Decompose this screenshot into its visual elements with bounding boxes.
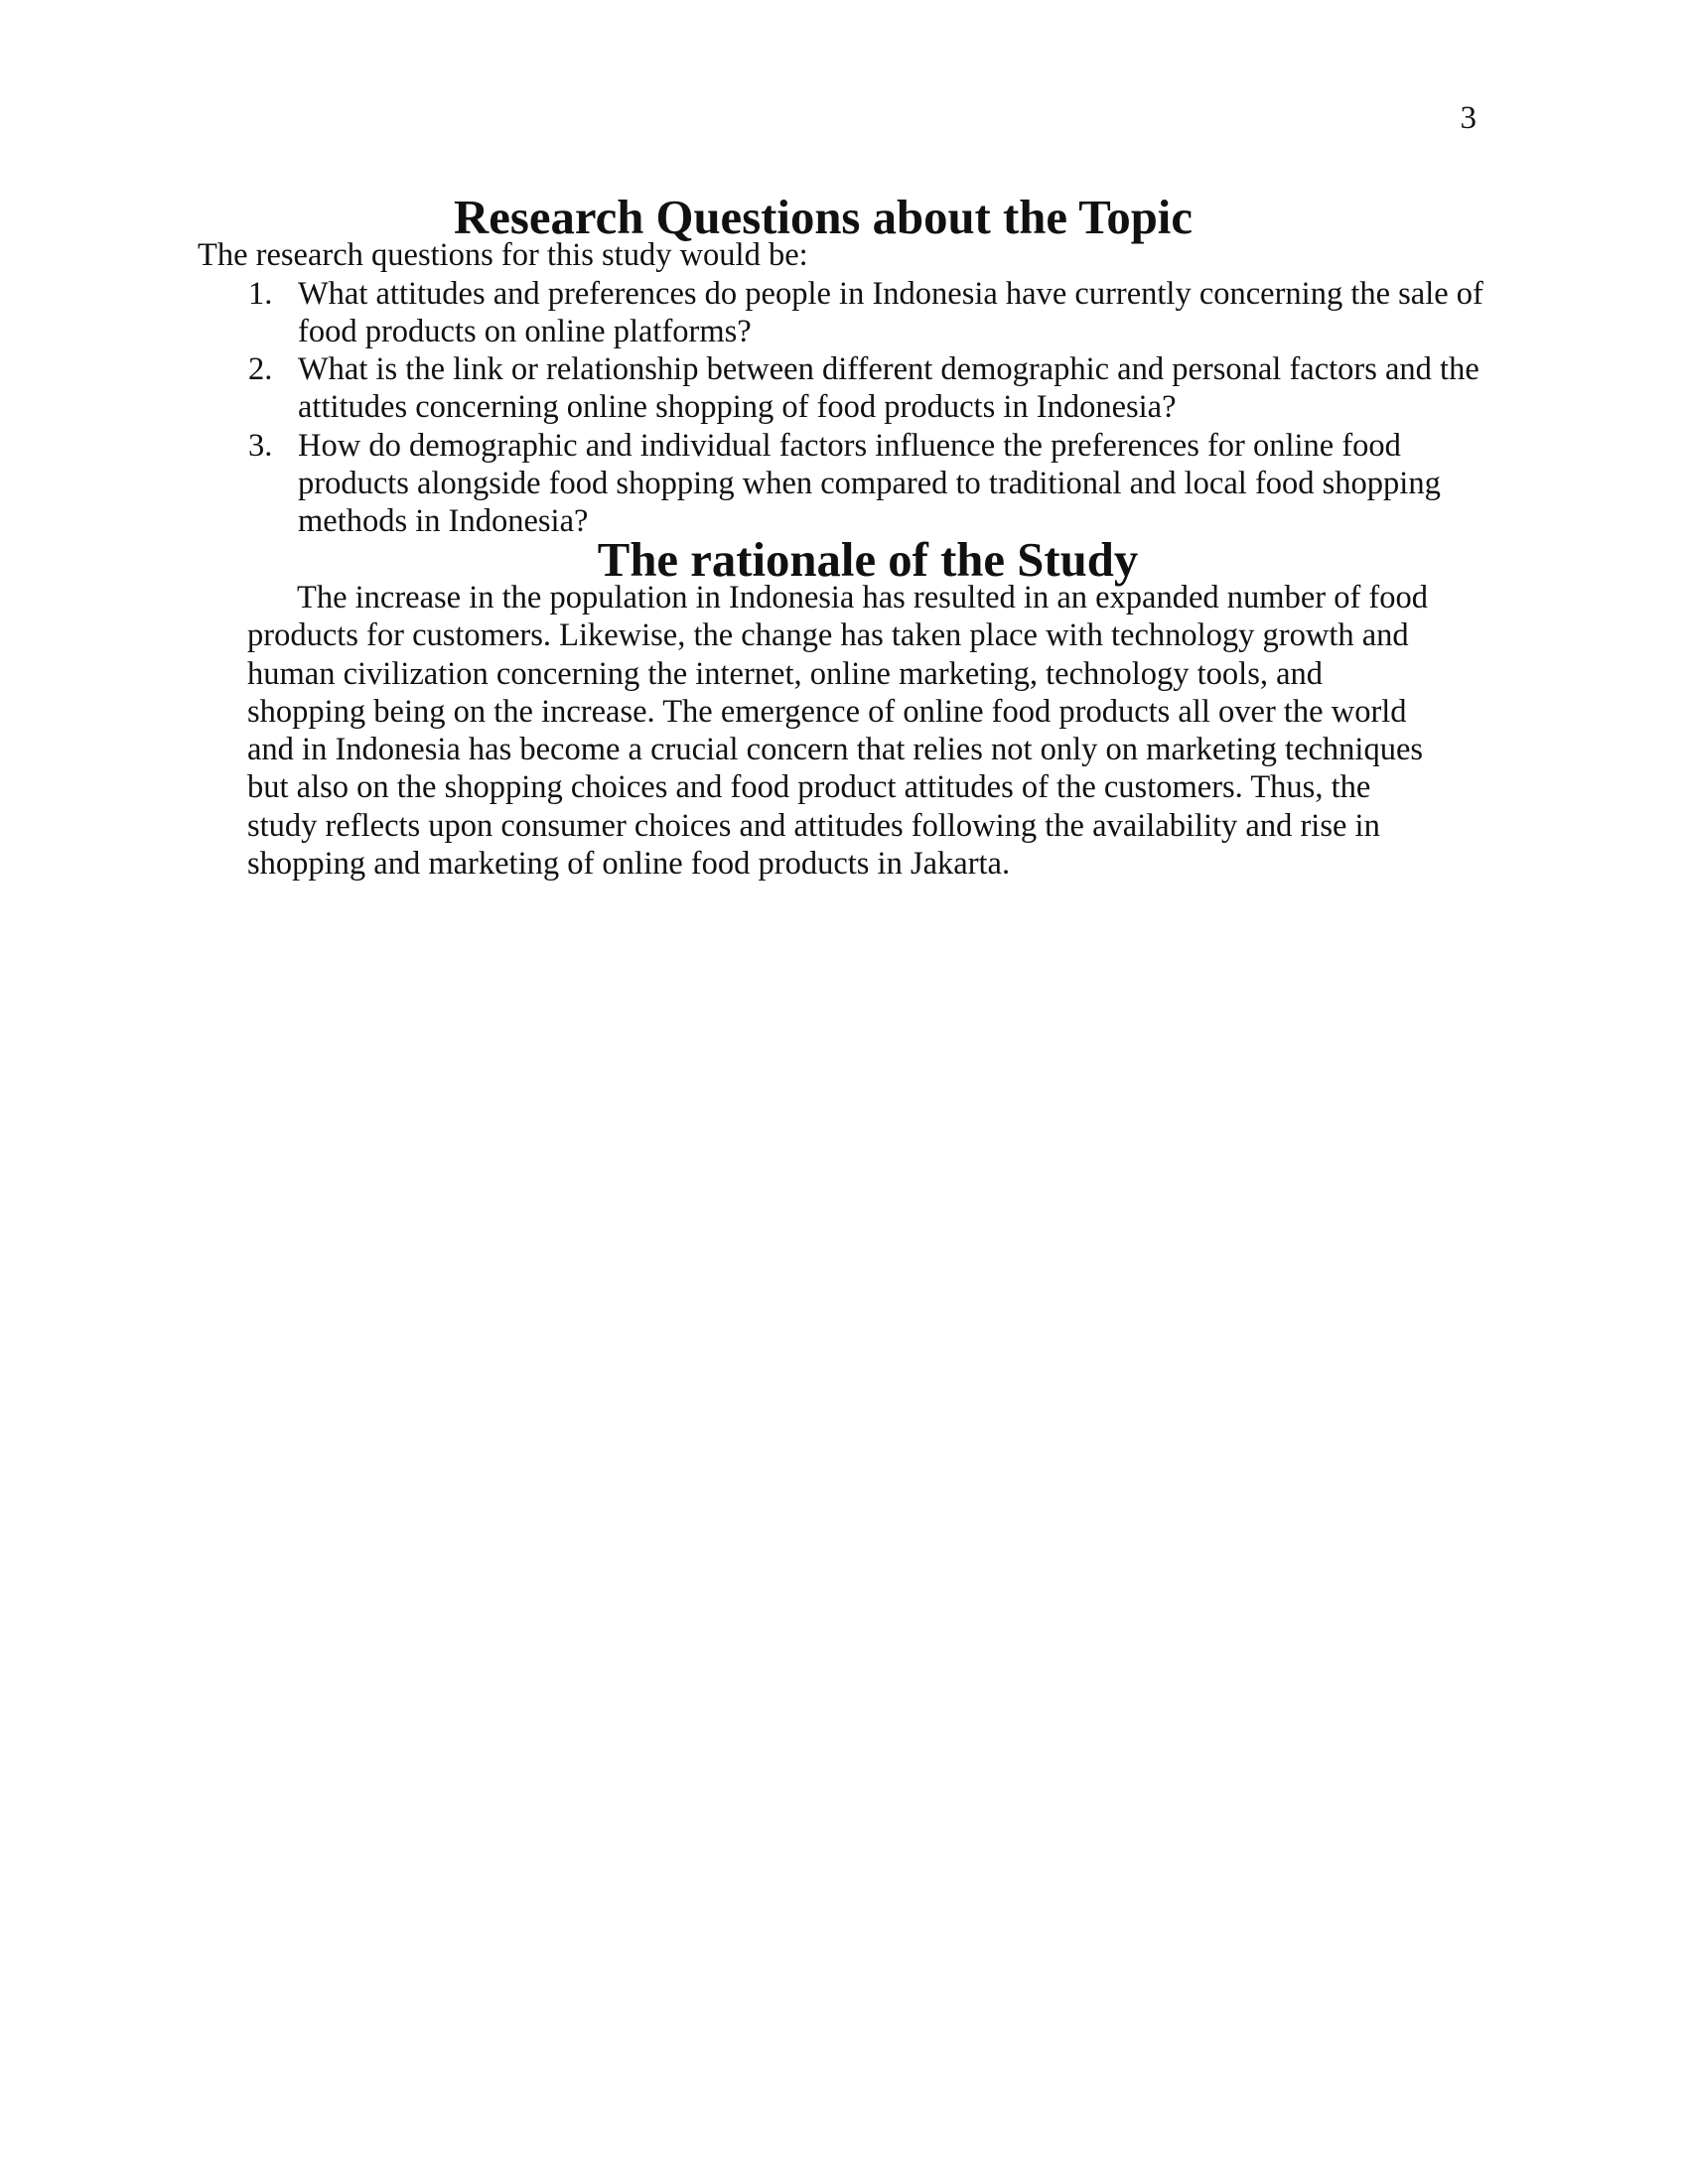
research-questions-intro: The research questions for this study would be: — [198, 237, 808, 274]
list-item-number — [198, 427, 298, 541]
list-item-text: What is the link or relationship between different demographic and personal factors and the attitudes concerning online shopping of food products in Indonesia? — [298, 351, 1479, 426]
research-questions-heading: Research Questions about the Topic — [454, 191, 1193, 244]
list-item — [198, 427, 1488, 541]
research-questions-list — [198, 275, 1488, 541]
list-item — [198, 275, 1488, 351]
list-item-text: What attitudes and preferences do people in Indonesia have currently concerning the sale of food products on online platforms? — [298, 275, 1483, 349]
list-item-number — [198, 275, 298, 351]
page-number: 3 — [1460, 100, 1477, 136]
rationale-heading: The rationale of the Study — [597, 532, 1139, 587]
list-item-number-text: 3. — [248, 427, 273, 464]
rationale-paragraph: The increase in the population in Indonesia has resulted in an expanded number of food products for customers. Likewise, the change has taken place with technology growth and human civilization concerning the internet, online marketing, technology tools, and shopping being on the increase. The emergence of online food products all over the world and in Indonesia has become a crucial concern that relies not only on marketing techniques but also on the shopping choices and food product attitudes of the customers. Thus, the study reflects upon consumer choices and attitudes following the availability and rise in shopping and marketing of online food products in Jakarta. — [247, 579, 1428, 883]
list-item-number-text: 2. — [248, 351, 273, 388]
list-item-text: How do demographic and individual factors influence the preferences for online food products alongside food shopping when compared to traditional and local food shopping methods in Indonesia? — [298, 427, 1441, 540]
list-item-number-text: 1. — [248, 275, 273, 312]
page-content — [198, 191, 1488, 883]
list-item — [198, 350, 1488, 427]
list-item-number — [198, 350, 298, 427]
